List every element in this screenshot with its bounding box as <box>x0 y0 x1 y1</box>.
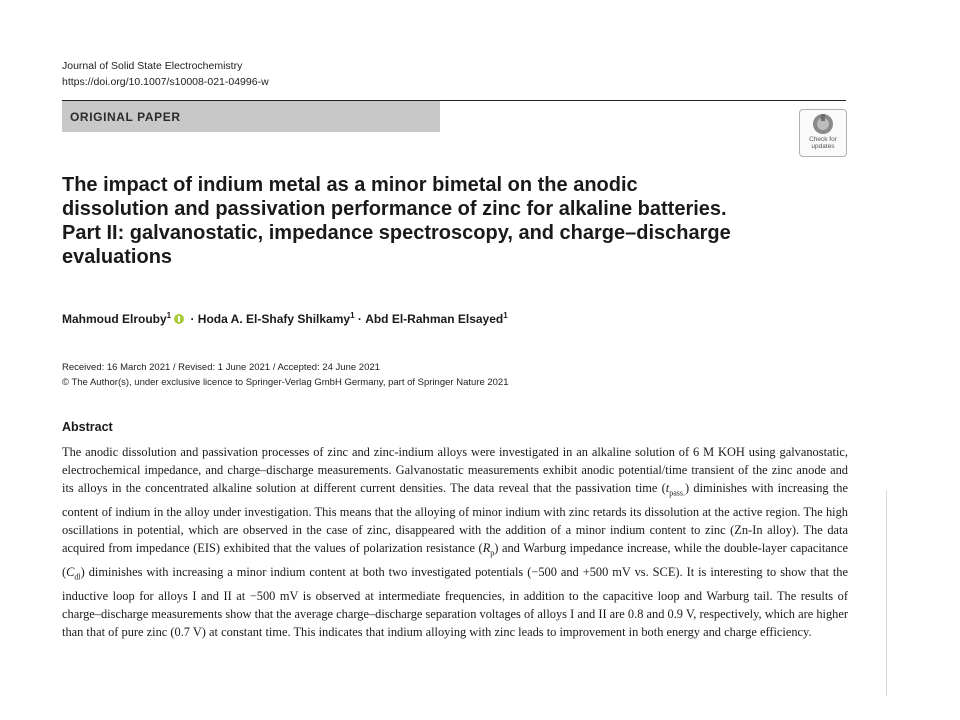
badge-text <box>809 136 837 150</box>
copyright-notice: © The Author(s), under exclusive licence to Springer-Verlag GmbH Germany, part of Springer Nature 2021 <box>62 377 509 388</box>
author-separator: · <box>354 312 366 326</box>
publication-history <box>62 360 509 390</box>
doi-link[interactable]: https://doi.org/10.1007/s10008-021-04996-w <box>62 76 269 88</box>
author-name[interactable]: Mahmoud Elrouby <box>62 312 167 326</box>
margin-line <box>886 490 887 696</box>
journal-name: Journal of Solid State Electrochemistry <box>62 60 243 72</box>
abstract-text: The anodic dissolution and passivation processes of zinc and zinc-indium alloys were investigated in an alkaline solution of 6 M KOH using galvanostatic, electrochemical impedance, and charge–discharge measurements. Galvanostatic measurements exhibit anodic potential/time transient of the zinc anode and its alloys in the concentrated alkaline solution at different current densities. The data reveal that the passivation time ( <box>62 445 848 496</box>
category-label: ORIGINAL PAPER <box>70 110 181 124</box>
category-bar <box>62 101 440 132</box>
author-separator: · <box>187 312 198 326</box>
title-line: dissolution and passivation performance of zinc for alkaline batteries. <box>62 198 727 220</box>
symbol-c: C <box>66 565 75 580</box>
symbol-subscript: p <box>490 548 495 558</box>
affiliation-marker: 1 <box>503 310 508 320</box>
history-dates: Received: 16 March 2021 / Revised: 1 June 2021 / Accepted: 24 June 2021 <box>62 362 380 373</box>
symbol-subscript: pass. <box>669 488 686 498</box>
badge-line-2: updates <box>811 143 835 150</box>
abstract-text: ) and Warburg impedance increase, while the double-layer capacitance ( <box>62 541 848 580</box>
abstract-heading: Abstract <box>62 420 113 434</box>
check-updates-icon <box>812 113 834 135</box>
author-name[interactable]: Abd El-Rahman Elsayed <box>365 312 504 326</box>
symbol-subscript: dl <box>74 572 81 582</box>
title-line: The impact of indium metal as a minor bimetal on the anodic <box>62 174 638 196</box>
check-for-updates-badge[interactable] <box>799 109 847 157</box>
symbol-r: R <box>482 541 491 556</box>
abstract-text: ) diminishes with increasing the content of indium in the alloy under investigation. This means that the alloying of minor indium with zinc retards its dissolution at the active region. The high oscillations in potential, which are observed in the case of zinc, disappeared with the addition of a minor indium content to zinc (Zn-In alloy). The data acquired from impedance (EIS) exhibited that the values of polarization resistance ( <box>62 481 849 556</box>
affiliation-marker: 1 <box>166 310 172 320</box>
orcid-icon[interactable] <box>174 314 184 324</box>
paper-title <box>62 173 802 269</box>
affiliation-marker: 1 <box>350 310 355 320</box>
symbol-t: t <box>665 481 670 496</box>
title-line: evaluations <box>62 246 173 268</box>
abstract-body <box>62 443 848 641</box>
title-line: Part II: galvanostatic, impedance spectroscopy, and charge–discharge <box>62 222 731 244</box>
badge-line-1: Check for <box>809 136 837 143</box>
journal-info <box>62 58 269 90</box>
author-name[interactable]: Hoda A. El-Shafy Shilkamy <box>197 312 351 326</box>
abstract-text: ) diminishes with increasing a minor indium content at both two investigated potentials (−500 and +500 mV vs. SCE). It is interesting to show that the inductive loop for alloys I and II at −500 mV is observed at intermediate frequencies, in addition to the capacitive loop and Warburg tail. The results of charge–discharge measurements show that the average charge–discharge separation voltages of alloys I and II are 0.8 and 0.9 V, respectively, which are higher than that of pure zinc (0.7 V) at constant time. This indicates that indium alloying with zinc leads to improvement in both energy and charge efficiency. <box>62 565 848 640</box>
author-list <box>62 312 508 326</box>
